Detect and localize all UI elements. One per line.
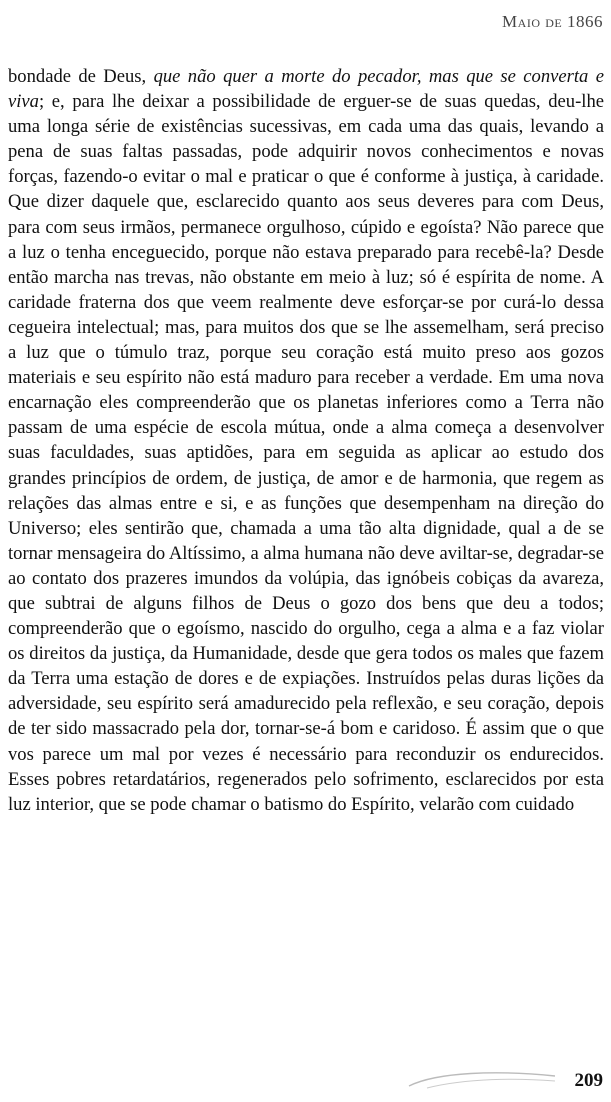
decorative-swoosh-icon xyxy=(407,1068,557,1090)
body-text xyxy=(8,64,604,817)
biblical-quote: que não quer a morte do pecador, mas que se converta e viva xyxy=(8,66,604,113)
running-header: Maio de 1866 xyxy=(502,12,603,31)
body-text-part-2: ; e, para lhe deixar a possibilidade de erguer-se de suas quedas, deu-lhe uma longa série de existências sucessivas, em cada uma das quais, levando a pena de suas faltas passadas, pode adquirir novos conhecimentos e novas forças, fazendo-o evitar o mal e praticar o que é conforme à justiça, à caridade. Que dizer daquele que, esclarecido quanto aos seus deveres para com Deus, para com seus irmãos, permanece orgulhoso, cúpido e egoísta? Não parece que a luz o tenha enceguecido, porque não estava preparado para recebê-la? Desde então marcha nas trevas, não obstante em meio à luz; só é espírita de nome. A caridade fraterna dos que veem realmente deve esforçar-se por curá-lo dessa cegueira intelectual; mas, para muitos dos que se lhe assemelham, será preciso a luz que o túmulo traz, porque seu coração está muito preso aos gozos materiais e seu espírito não está maduro para receber a verdade. Em uma nova encarnação eles compreenderão que os planetas inferiores como a Terra não passam de uma espécie de escola mútua, onde a alma começa a desenvolver suas faculdades, suas aptidões, para em seguida as aplicar ao estudo dos grandes princípios de ordem, de justiça, de amor e de harmonia, que regem as relações das almas entre e si, e as funções que desempenham na direção do Universo; eles sentirão que, chamada a uma tão alta dignidade, qual a de se tornar mensageira do Altíssimo, a alma humana não deve aviltar-se, degradar-se ao contato dos prazeres imundos da volúpia, das ignóbeis cobiças da avareza, que subtrai de alguns filhos de Deus o gozo dos bens que deu a todos; compreenderão que o egoísmo, nascido do orgulho, cega a alma e a faz violar os direitos da justiça, da Humanidade, desde que gera todos os males que fazem da Terra uma estação de dores e de expiações. Instruídos pelas duras lições da adversidade, seu espírito será amadurecido pela reflexão, e seu coração, depois de ter sido massacrado pela dor, tornar-se-á bom e caridoso. É assim que o que vos parece um mal por vezes é necessário para reconduzir os endurecidos. Esses pobres retardatários, regenerados pelo sofrimento, esclarecidos por esta luz interior, que se pode chamar o batismo do Espírito, velarão com cuidado xyxy=(8,91,604,815)
body-text-part-1: bondade de Deus, xyxy=(8,66,154,87)
page-number: 209 xyxy=(574,1070,603,1091)
page-footer xyxy=(0,1062,611,1102)
